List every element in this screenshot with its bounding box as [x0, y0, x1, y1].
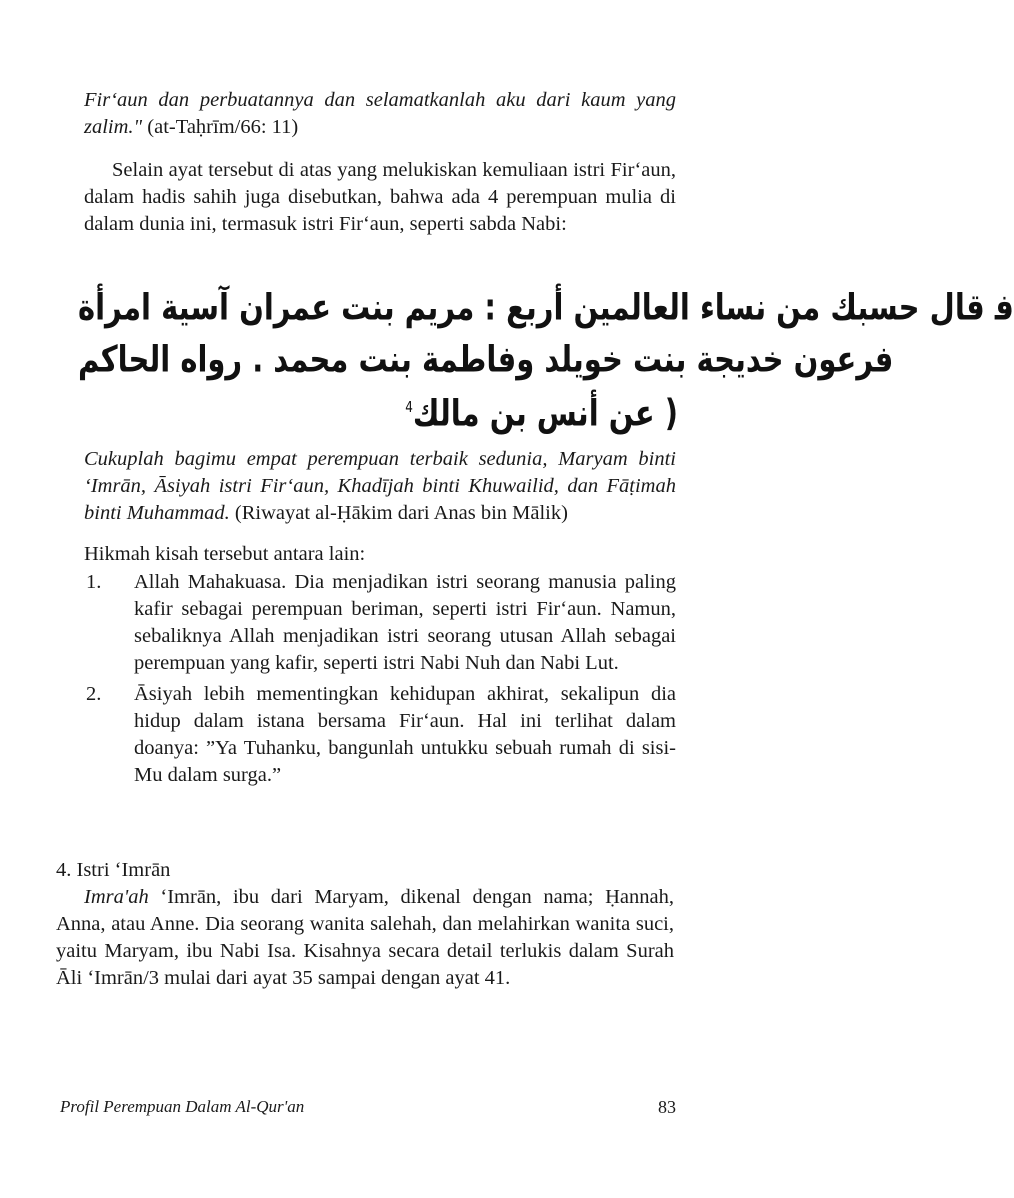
- arabic-hadith-line-1: ﻓ ﻗﺎﻝ ﺣﺴﺒﻚ ﻣﻦ ﻧﺴﺎﺀ ﺍﻟﻌﺎﻟﻤﻴﻦ ﺃﺭﺑﻊ : ﻣﺮﻳﻢ ﺑﻨﺖ ﻋﻤﺮﺍﻥ ﺁﺳﻴﺔ ﺍﻣﺮﺃﺓ: [78, 285, 1014, 329]
- arabic-hadith-line-2: ﻓﺮﻋﻮﻥ ﺧﺪﻳﺠﺔ ﺑﻨﺖ ﺧﻮﻳﻠﺪ ﻭﻓﺎﻃﻤﺔ ﺑﻨﺖ ﻣﺤﻤﺪ . ﺭﻭﺍﻩ ﺍﻟﺤﺎﻛﻢ: [78, 337, 894, 381]
- section-heading: 4. Istri ‘Imrān: [56, 859, 171, 881]
- translation-italic-text: Cukuplah bagimu empat perempuan terbaik sedunia, Maryam binti ‘Imrān, Āsiyah istri Fir‘aun, Khadījah binti Khuwailid, dan Fāṭimah binti Muhammad.: [84, 448, 676, 524]
- translation-reference: (Riwayat al-Ḥākim dari Anas bin Mālik): [229, 502, 568, 524]
- arabic-hadith-line-3: [78, 378, 678, 436]
- arabic-hadith-line-3-text: ﻋﻦ ﺃﻧﺲ ﺑﻦ ﻣﺎﻟﻚ ): [412, 391, 678, 435]
- section-italic-term: Imra'ah: [84, 886, 149, 908]
- list-item: [84, 569, 676, 677]
- section-paragraph-text: ‘Imrān, ibu dari Maryam, dikenal dengan nama; Ḥannah, Anna, atau Anne. Dia seorang wanita salehah, dan melahirkan wanita suci, yaitu Maryam, ibu Nabi Isa. Kisahnya secara detail terlukis dalam Surah Āli ‘Imrān/3 mulai dari ayat 35 sampai dengan ayat 41.: [56, 886, 674, 989]
- list-item-number: 2.: [86, 683, 102, 705]
- intro-paragraph: Selain ayat tersebut di atas yang melukiskan kemuliaan istri Fir‘aun, dalam hadis sahih juga disebutkan, bahwa ada 4 perempuan mulia di dalam dunia ini, termasuk istri Fir‘aun, seperti sabda Nabi:: [84, 159, 676, 235]
- hikmah-heading: Hikmah kisah tersebut antara lain:: [84, 543, 366, 565]
- page-number: 83: [658, 1097, 676, 1117]
- arabic-footnote-marker: 4: [405, 398, 413, 416]
- quote-reference: (at-Taḥrīm/66: 11): [142, 116, 299, 138]
- list-item-text: Āsiyah lebih mementingkan kehidupan akhirat, sekalipun dia hidup dalam istana bersama Fir‘aun. Hal ini terlihat dalam doanya: ”Ya Tuhanku, bangunlah untukku sebuah rumah di sisi-Mu dalam surga.”: [134, 683, 676, 786]
- running-footer-title: Profil Perempuan Dalam Al-Qur'an: [60, 1097, 305, 1116]
- list-item: [84, 681, 676, 789]
- quote-continuation: [84, 87, 676, 141]
- section-paragraph: [56, 884, 674, 992]
- list-item-text: Allah Mahakuasa. Dia menjadikan istri seorang manusia paling kafir sebagai perempuan beriman, seperti istri Fir‘aun. Namun, sebaliknya Allah menjadikan istri seorang utusan Allah sebagai perempuan yang kafir, seperti istri Nabi Nuh dan Nabi Lut.: [134, 571, 676, 674]
- quote-italic-text: Fir‘aun dan perbuatannya dan selamatkanlah aku dari kaum yang zalim.": [84, 89, 676, 138]
- hadith-translation: [84, 446, 676, 527]
- list-item-number: 1.: [86, 571, 102, 593]
- hikmah-list: [84, 569, 676, 793]
